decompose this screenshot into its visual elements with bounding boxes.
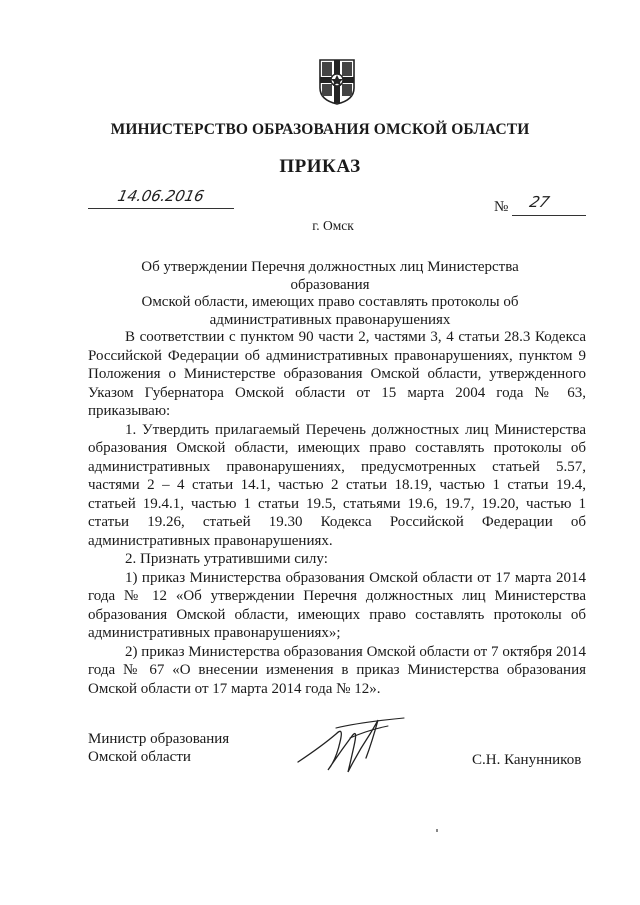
number-label: №	[494, 199, 509, 215]
document-type-title: ПРИКАЗ	[279, 156, 361, 177]
item-2-2-paragraph: 2) приказ Министерства образования Омской области от 7 октября 2014 года № 67 «О внесении изменения в приказ Министерства образования Омской области от 17 марта 2014 года № 12».	[88, 643, 586, 697]
handwritten-number: 27	[527, 193, 552, 211]
position-line-1: Министр образования	[88, 731, 230, 747]
city: г. Омск	[312, 218, 354, 233]
order-body	[88, 328, 586, 698]
subject-line-3: административных правонарушениях	[209, 311, 451, 328]
item-2-1-paragraph: 1) приказ Министерства образования Омской области от 17 марта 2014 года № 12 «Об утверждении Перечня должностных лиц Министерства образования Омской области, имеющих право составлять протоколы об административных правонарушениях»;	[88, 569, 586, 641]
signatory-name: С.Н. Канунников	[472, 752, 582, 768]
item-2-paragraph: 2. Признать утратившими силу:	[125, 551, 328, 567]
number-underline	[512, 215, 586, 216]
handwritten-signature-icon	[292, 712, 408, 776]
item-1-paragraph: 1. Утвердить прилагаемый Перечень должностных лиц Министерства образования Омской области, имеющих право составлять протоколы об административных правонарушениях, предусмотренных статьей 5.57, частями 2 – 4 статьи 14.1, частью 2 статьи 18.19, частью 1 статьи 19.4, статьей 19.4.1, частью 1 статьи 19.5, статьями 19.6, 19.7, 19.20, частью 1 статьи 19.26, статьей 19.30 Кодекса Российской Федерации об административных правонарушениях.	[88, 421, 586, 549]
handwritten-date: 14.06.2016	[116, 187, 206, 205]
subject-line-2: Омской области, имеющих право составлять протоколы об	[141, 294, 519, 310]
ministry-title: МИНИСТЕРСТВО ОБРАЗОВАНИЯ ОМСКОЙ ОБЛАСТИ	[110, 121, 530, 138]
signatory-position	[88, 731, 229, 766]
date-underline	[88, 208, 234, 209]
scan-speck	[436, 829, 438, 832]
position-line-2: Омской области	[88, 748, 191, 765]
order-subject	[100, 259, 560, 329]
preamble-paragraph: В соответствии с пунктом 90 части 2, частями 3, 4 статьи 28.3 Кодекса Российской Федерации об административных правонарушениях, пунктом 9 Положения о Министерстве образования Омской области, утвержденного Указом Губернатора Омской области от 15 марта 2004 года № 63, приказываю:	[88, 329, 586, 419]
omsk-coat-of-arms-icon	[318, 58, 356, 106]
subject-line-1: Об утверждении Перечня должностных лиц Министерства образования	[141, 259, 519, 293]
